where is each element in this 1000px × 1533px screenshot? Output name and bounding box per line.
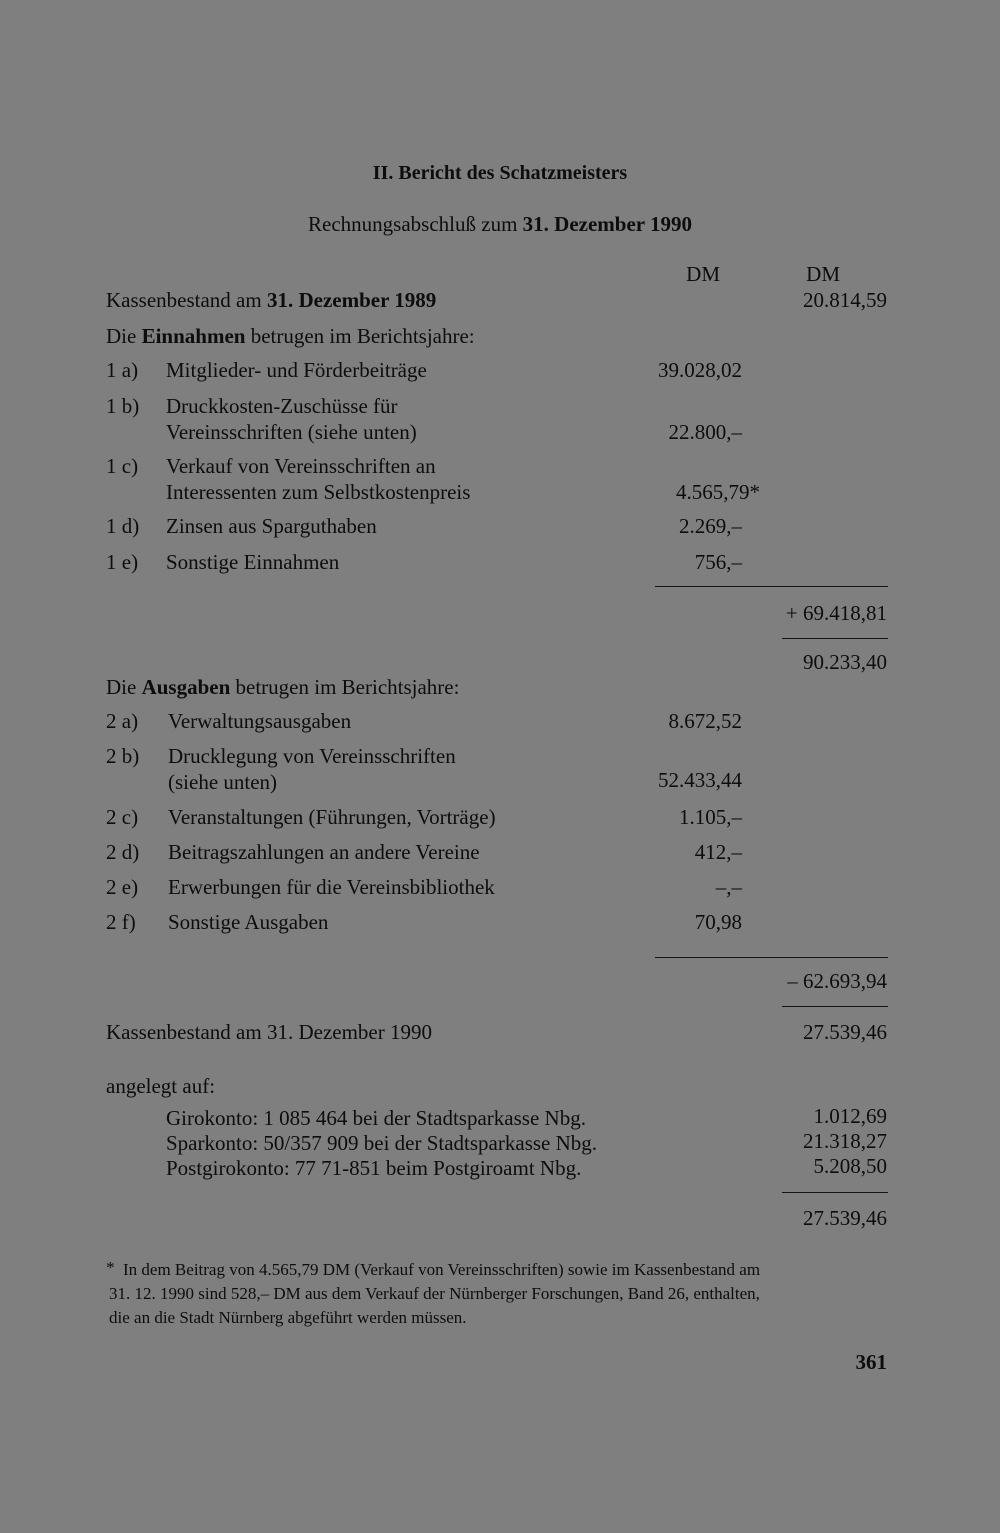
item-description: Zinsen aus Sparguthaben	[166, 514, 377, 538]
opening-balance-date: 31. Dezember 1989	[266, 288, 437, 312]
item-value: 1.105,–	[679, 805, 742, 829]
item-code: 2 b)	[106, 744, 140, 768]
item-value: 412,–	[694, 840, 742, 864]
item-code: 2 f)	[106, 910, 136, 934]
item-description: Druckkosten-Zuschüsse für	[166, 394, 398, 418]
footnote-line: die an die Stadt Nürnberg abgeführt werden müssen.	[109, 1308, 467, 1327]
item-value: 22.800,–	[668, 420, 742, 444]
item-description: Drucklegung von Vereinsschriften	[168, 744, 456, 768]
page-number: 361	[855, 1350, 887, 1374]
account-label: Sparkonto: 50/357 909 bei der Stadtsparkasse Nbg.	[166, 1131, 598, 1155]
item-description: Sonstige Einnahmen	[166, 550, 340, 574]
item-value: 70,98	[694, 910, 742, 934]
expenses-total-rule	[782, 1006, 888, 1007]
item-value: 39.028,02	[658, 358, 742, 382]
item-description: Veranstaltungen (Führungen, Vorträge)	[168, 805, 496, 829]
running-total: 90.233,40	[803, 650, 887, 674]
expenses-heading-prefix: Die	[106, 675, 142, 699]
item-value: 756,–	[694, 550, 742, 574]
expenses-total: – 62.693,94	[787, 969, 887, 993]
item-value: 52.433,44	[658, 768, 742, 792]
item-code: 1 a)	[106, 358, 139, 382]
currency-header-1: DM	[686, 262, 720, 286]
currency-header-2: DM	[806, 262, 840, 286]
subheading-date: 31. Dezember 1990	[522, 212, 692, 236]
item-code: 2 c)	[106, 805, 139, 829]
closing-balance-label: Kassenbestand am 31. Dezember 1990	[106, 1020, 432, 1044]
item-description: Beitragszahlungen an andere Vereine	[168, 840, 480, 864]
item-description-continued: (siehe unten)	[168, 770, 278, 794]
item-code: 1 e)	[106, 550, 139, 574]
opening-balance-value: 20.814,59	[803, 288, 887, 312]
invested-label: angelegt auf:	[106, 1074, 216, 1098]
account-value: 1.012,69	[813, 1104, 887, 1128]
item-code: 2 d)	[106, 840, 140, 864]
item-value: –,–	[715, 875, 742, 899]
item-description: Erwerbungen für die Vereinsbibliothek	[168, 875, 495, 899]
expenses-heading-suffix: betrugen im Berichtsjahre:	[230, 675, 460, 699]
item-description: Verwaltungsausgaben	[168, 709, 352, 733]
item-description-continued: Vereinsschriften (siehe unten)	[166, 420, 417, 444]
footnote-line: 31. 12. 1990 sind 528,– DM aus dem Verkauf der Nürnberger Forschungen, Band 26, enthalten,	[109, 1284, 760, 1303]
income-heading-prefix: Die	[106, 324, 142, 348]
income-total: + 69.418,81	[785, 601, 887, 625]
opening-balance-prefix: Kassenbestand am	[106, 288, 267, 312]
expenses-heading	[106, 675, 459, 699]
item-code: 2 a)	[106, 709, 139, 733]
item-value: 8.672,52	[668, 709, 742, 733]
item-value: 4.565,79*	[676, 480, 760, 504]
item-code: 1 b)	[106, 394, 140, 418]
income-heading-bold: Einnahmen	[141, 324, 246, 348]
report-heading: II. Bericht des Schatzmeisters	[372, 162, 628, 184]
item-description: Mitglieder- und Förderbeiträge	[166, 358, 427, 382]
item-description-continued: Interessenten zum Selbstkostenpreis	[166, 480, 471, 504]
expenses-sum-rule	[655, 957, 888, 958]
account-label: Postgirokonto: 77 71-851 beim Postgiroamt Nbg.	[166, 1156, 582, 1180]
item-description: Verkauf von Vereinsschriften an	[166, 454, 436, 478]
invested-total: 27.539,46	[803, 1206, 887, 1230]
item-description: Sonstige Ausgaben	[168, 910, 329, 934]
subheading-prefix: Rechnungsabschluß zum	[308, 212, 523, 236]
account-value: 5.208,50	[813, 1154, 887, 1178]
income-total-rule	[782, 638, 888, 639]
footnote-line: In dem Beitrag von 4.565,79 DM (Verkauf von Vereinsschriften) sowie im Kassenbestand am	[123, 1260, 761, 1279]
item-code: 1 d)	[106, 514, 140, 538]
closing-balance-value: 27.539,46	[803, 1020, 887, 1044]
account-value: 21.318,27	[803, 1129, 887, 1153]
opening-balance-label	[106, 288, 436, 312]
item-code: 2 e)	[106, 875, 139, 899]
report-subheading	[0, 212, 1000, 236]
invested-sum-rule	[782, 1192, 888, 1193]
account-label: Girokonto: 1 085 464 bei der Stadtsparkasse Nbg.	[166, 1106, 586, 1130]
item-code: 1 c)	[106, 454, 139, 478]
income-heading	[106, 324, 475, 348]
income-sum-rule	[655, 586, 888, 587]
footnote-marker: *	[106, 1258, 115, 1277]
expenses-heading-bold: Ausgaben	[141, 675, 231, 699]
income-heading-suffix: betrugen im Berichtsjahre:	[245, 324, 475, 348]
item-value: 2.269,–	[679, 514, 742, 538]
